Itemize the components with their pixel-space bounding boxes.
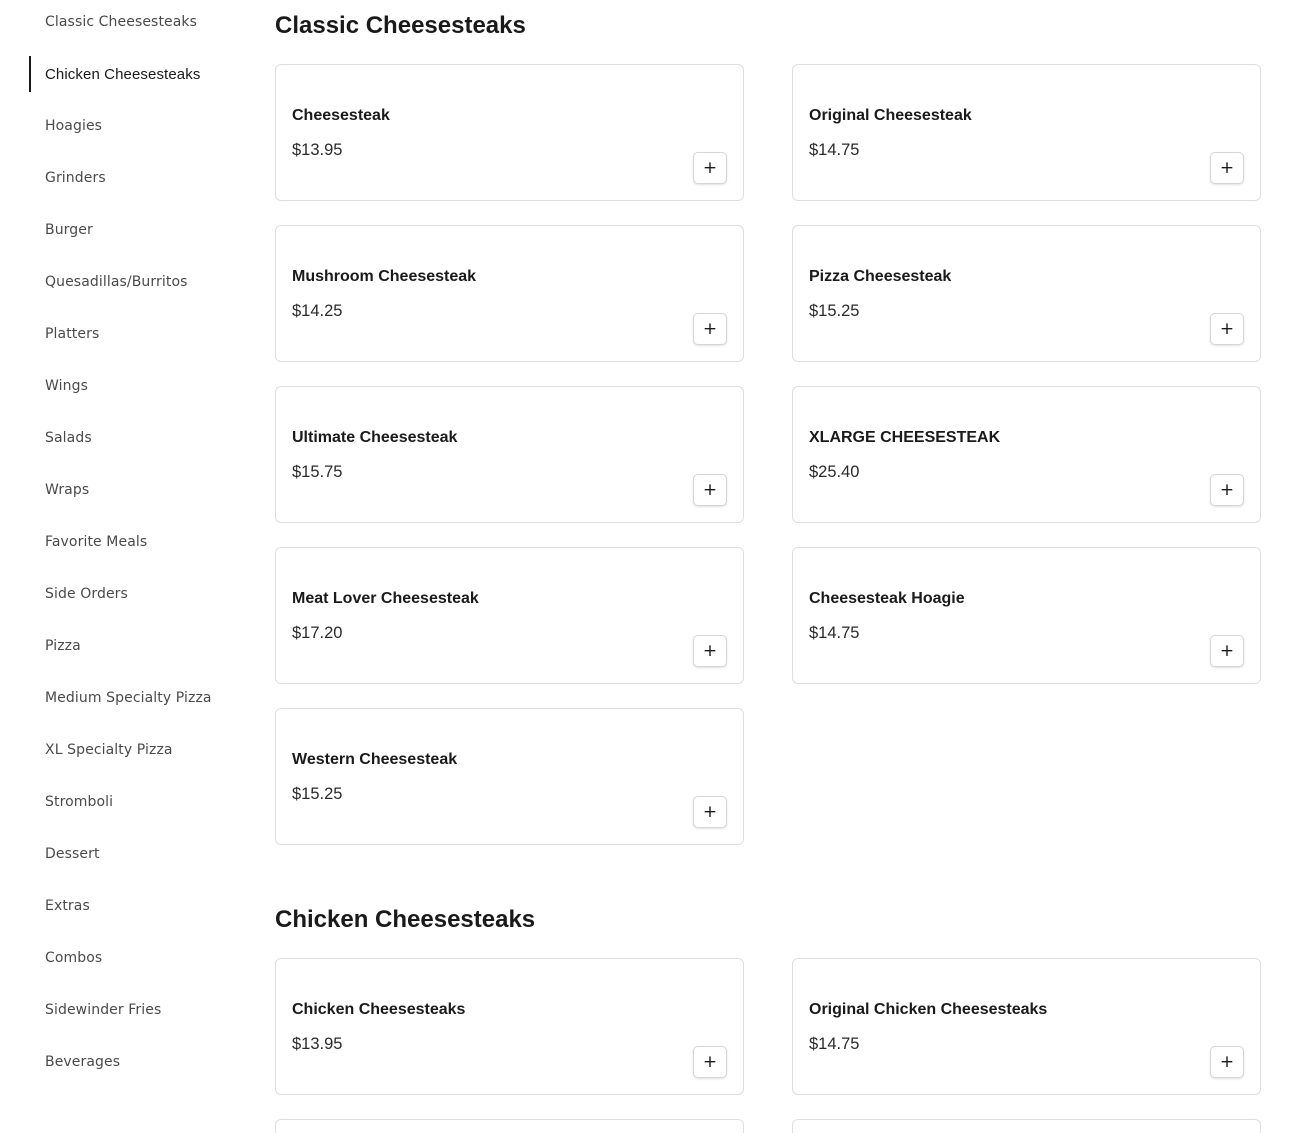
sidebar-item-grinders[interactable]: Grinders — [45, 170, 106, 186]
sidebar-item-classic-cheesesteaks[interactable]: Classic Cheesesteaks — [45, 14, 198, 30]
sidebar-item-dessert[interactable]: Dessert — [45, 846, 100, 862]
menu-item-price: $14.25 — [292, 302, 343, 320]
menu-item-name: Cheesesteak Hoagie — [809, 590, 965, 607]
menu-item-card[interactable] — [275, 386, 744, 523]
menu-item-price: $17.20 — [292, 624, 343, 642]
menu-item-name: XLARGE CHEESESTEAK — [809, 429, 1001, 446]
add-to-cart-button[interactable] — [693, 152, 727, 184]
add-to-cart-button[interactable] — [1210, 474, 1244, 506]
sidebar-item-medium-specialty-pizza[interactable]: Medium Specialty Pizza — [45, 690, 212, 706]
menu-item-price: $14.75 — [809, 624, 860, 642]
sidebar-item-stromboli[interactable]: Stromboli — [45, 794, 114, 810]
add-to-cart-button[interactable] — [693, 635, 727, 667]
menu-item-price: $14.75 — [809, 141, 860, 159]
menu-item-price: $13.95 — [292, 141, 343, 159]
plus-icon: + — [702, 640, 718, 661]
sidebar-item-favorite-meals[interactable]: Favorite Meals — [45, 534, 148, 550]
menu-item-name: Pizza Cheesesteak — [809, 268, 952, 285]
menu-item-price: $25.40 — [809, 463, 860, 481]
plus-icon: + — [1219, 640, 1235, 661]
plus-icon: + — [1219, 157, 1235, 178]
sidebar-item-wings[interactable]: Wings — [45, 378, 88, 394]
menu-item-card[interactable] — [792, 958, 1261, 1095]
menu-item-card[interactable] — [792, 1119, 1261, 1133]
add-to-cart-button[interactable] — [1210, 635, 1244, 667]
sidebar-item-quesadillas-burritos[interactable]: Quesadillas/Burritos — [45, 274, 188, 290]
add-to-cart-button[interactable] — [1210, 1046, 1244, 1078]
sidebar-item-side-orders[interactable]: Side Orders — [45, 586, 128, 602]
sidebar-item-platters[interactable]: Platters — [45, 326, 100, 342]
menu-item-name: Mushroom Cheesesteak — [292, 268, 477, 285]
menu-item-price: $14.75 — [809, 1035, 860, 1053]
menu-item-name: Cheesesteak — [292, 107, 390, 124]
plus-icon: + — [702, 157, 718, 178]
menu-item-card[interactable] — [792, 386, 1261, 523]
add-to-cart-button[interactable] — [693, 1046, 727, 1078]
menu-item-card[interactable] — [275, 958, 744, 1095]
plus-icon: + — [1219, 318, 1235, 339]
sidebar-item-hoagies[interactable]: Hoagies — [45, 118, 103, 134]
menu-item-card[interactable] — [792, 547, 1261, 684]
menu-item-card[interactable] — [275, 225, 744, 362]
menu-item-card[interactable] — [275, 1119, 744, 1133]
menu-item-name: Western Cheesesteak — [292, 751, 458, 768]
menu-item-price: $15.25 — [809, 302, 860, 320]
plus-icon: + — [702, 801, 718, 822]
menu-item-card[interactable] — [792, 225, 1261, 362]
sidebar-item-sidewinder-fries[interactable]: Sidewinder Fries — [45, 1002, 162, 1018]
plus-icon: + — [702, 318, 718, 339]
menu-item-card[interactable] — [275, 64, 744, 201]
sidebar-item-beverages[interactable]: Beverages — [45, 1054, 121, 1070]
sidebar-item-combos[interactable]: Combos — [45, 950, 103, 966]
sidebar-item-chicken-cheesesteaks[interactable]: Chicken Cheesesteaks — [29, 56, 229, 92]
plus-icon: + — [702, 479, 718, 500]
plus-icon: + — [702, 1051, 718, 1072]
plus-icon: + — [1219, 479, 1235, 500]
add-to-cart-button[interactable] — [1210, 313, 1244, 345]
menu-item-card[interactable] — [275, 547, 744, 684]
menu-item-name: Original Cheesesteak — [809, 107, 972, 124]
sidebar-item-burger[interactable]: Burger — [45, 222, 93, 238]
menu-item-card[interactable] — [792, 64, 1261, 201]
plus-icon: + — [1219, 1051, 1235, 1072]
section-title: Chicken Cheesesteaks — [275, 906, 536, 933]
menu-item-name: Meat Lover Cheesesteak — [292, 590, 479, 607]
menu-item-price: $15.25 — [292, 785, 343, 803]
sidebar-item-salads[interactable]: Salads — [45, 430, 92, 446]
menu-item-name: Original Chicken Cheesesteaks — [809, 1001, 1048, 1018]
add-to-cart-button[interactable] — [1210, 152, 1244, 184]
sidebar-item-xl-specialty-pizza[interactable]: XL Specialty Pizza — [45, 742, 173, 758]
sidebar-item-pizza[interactable]: Pizza — [45, 638, 81, 654]
add-to-cart-button[interactable] — [693, 474, 727, 506]
section-title: Classic Cheesesteaks — [275, 12, 526, 39]
add-to-cart-button[interactable] — [693, 796, 727, 828]
menu-item-name: Ultimate Cheesesteak — [292, 429, 458, 446]
sidebar-item-wraps[interactable]: Wraps — [45, 482, 90, 498]
menu-item-name: Chicken Cheesesteaks — [292, 1001, 466, 1018]
menu-item-price: $15.75 — [292, 463, 343, 481]
add-to-cart-button[interactable] — [693, 313, 727, 345]
menu-item-card[interactable] — [275, 708, 744, 845]
menu-item-price: $13.95 — [292, 1035, 343, 1053]
sidebar-item-extras[interactable]: Extras — [45, 898, 90, 914]
